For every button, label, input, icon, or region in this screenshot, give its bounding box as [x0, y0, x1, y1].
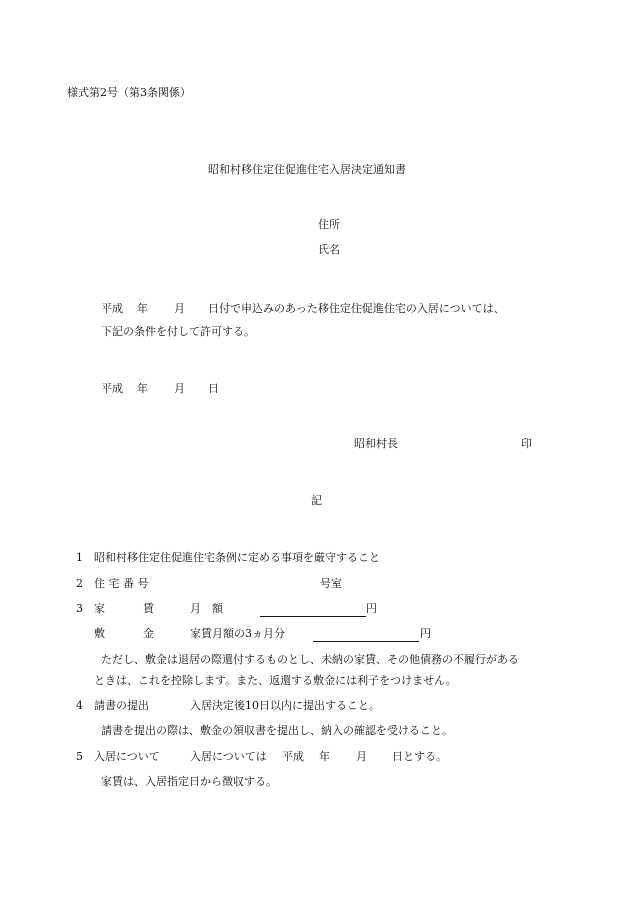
form-number: 様式第2号（第3条関係） — [67, 86, 191, 99]
date-era: 平成 — [101, 382, 123, 395]
item-4-note: 請書を提出の際は、敷金の領収書を提出し、納入の確認を受けること。 — [101, 724, 453, 737]
body-era: 平成 — [101, 302, 123, 315]
deposit-amount-blank — [313, 641, 419, 642]
deposit-kanji-2: 金 — [143, 627, 154, 640]
body-day-text: 日付で申込みのあった移住定住促進住宅の入居については、 — [208, 302, 505, 315]
page-title: 昭和村移住定住促進住宅入居決定通知書 — [208, 163, 406, 176]
item-3-number: 3 — [76, 602, 83, 615]
item-5-month: 月 — [356, 750, 367, 763]
deposit-note-2: ときは、これを控除します。また、返還する敷金には利子をつけません。 — [94, 674, 457, 687]
body-year: 年 — [137, 302, 148, 315]
item-2-label: 住 宅 番 号 — [94, 577, 149, 590]
deposit-description: 家賃月額の3ヵ月分 — [190, 627, 285, 640]
item-5-text: 入居については — [190, 750, 267, 763]
deposit-unit: 円 — [420, 627, 431, 640]
body-month: 月 — [174, 302, 185, 315]
item-2-number: 2 — [76, 577, 83, 590]
item-4-label: 請書の提出 — [94, 699, 149, 712]
item-1-number: 1 — [76, 551, 83, 564]
date-year: 年 — [137, 382, 148, 395]
item-4-text: 入居決定後10日以内に提出すること。 — [190, 699, 380, 712]
address-label: 住所 — [318, 218, 340, 231]
ki-heading: 記 — [311, 494, 322, 507]
name-label: 氏名 — [318, 243, 340, 256]
item-5-era: 平成 — [282, 750, 304, 763]
rent-unit: 円 — [366, 602, 377, 615]
item-4-number: 4 — [76, 699, 83, 712]
item-5-number: 5 — [76, 750, 83, 763]
seal-mark: 印 — [521, 437, 532, 450]
date-day: 日 — [208, 382, 219, 395]
item-5-label: 入居について — [94, 750, 160, 763]
body-line2: 下記の条件を付して許可する。 — [101, 325, 255, 338]
item-5-year: 年 — [319, 750, 330, 763]
date-month: 月 — [174, 382, 185, 395]
rent-monthly-label: 月 額 — [190, 602, 223, 615]
item-1-text: 昭和村移住定住促進住宅条例に定める事項を厳守すること — [94, 551, 380, 564]
rent-amount-blank — [260, 616, 366, 617]
item-5-day: 日とする。 — [392, 750, 447, 763]
deposit-note-1: ただし、敷金は退居の際還付するものとし、未納の家賃、その他債務の不履行がある — [101, 653, 519, 666]
signer-title: 昭和村長 — [354, 437, 398, 450]
rent-kanji-1: 家 — [94, 602, 105, 615]
rent-kanji-2: 賃 — [143, 602, 154, 615]
item-2-suffix: 号室 — [320, 577, 342, 590]
deposit-kanji-1: 敷 — [94, 627, 105, 640]
item-5-note: 家賃は、入居指定日から徴収する。 — [101, 775, 277, 788]
